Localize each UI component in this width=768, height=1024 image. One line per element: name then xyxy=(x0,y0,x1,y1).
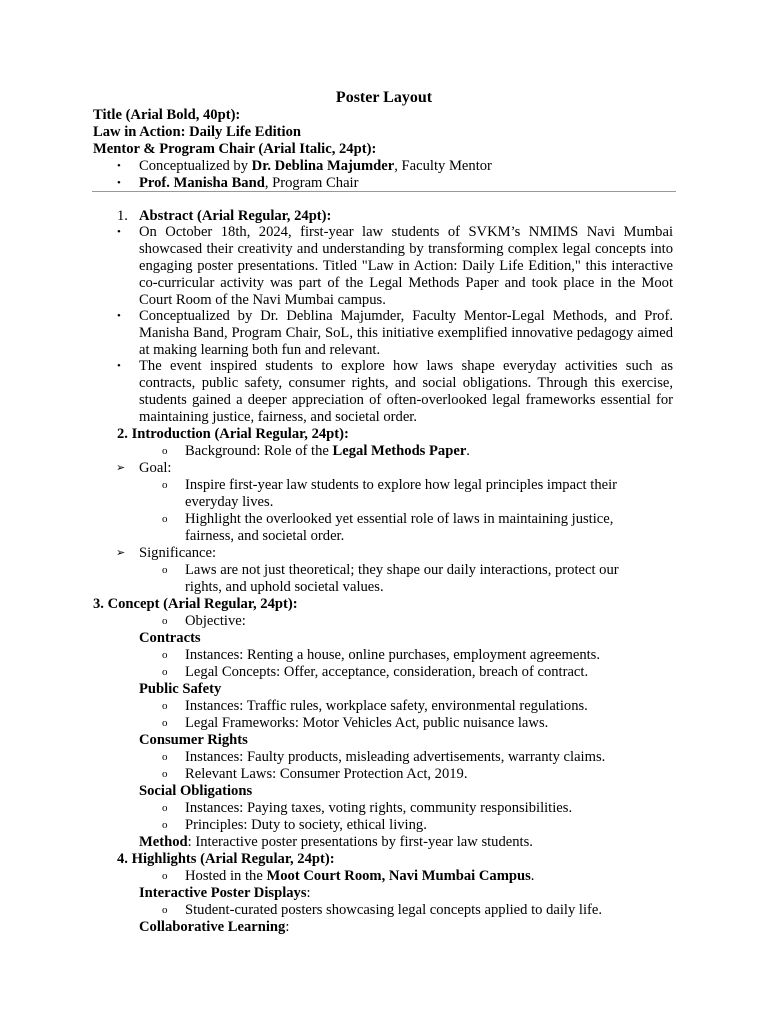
contracts-item-2: Legal Concepts: Offer, acceptance, consideration, breach of contract. xyxy=(185,664,589,680)
circle-marker: o xyxy=(162,904,168,916)
title-spec: Title (Arial Bold, 40pt): xyxy=(93,107,241,123)
goal-item-1: Inspire first-year law students to explore how legal principles impact their xyxy=(185,477,618,493)
public-safety-item-1: Instances: Traffic rules, workplace safety, environmental regulations. xyxy=(185,698,588,714)
significance-item: Laws are not just theoretical; they shape our daily interactions, protect our xyxy=(185,562,619,578)
circle-marker: o xyxy=(162,445,168,457)
bullet-marker: • xyxy=(117,226,121,238)
objective-label: Objective: xyxy=(185,613,246,629)
abstract-paragraph-2: Conceptualized by Dr. Deblina Majumder, Faculty Mentor-Legal Methods, and Prof. Manisha Band, Program Chair, SoL, this initiative exemplified innovative pedagogy aimed at making learning both fun and relevant. xyxy=(139,308,673,358)
poster-title: Law in Action: Daily Life Edition xyxy=(93,124,301,140)
circle-marker: o xyxy=(162,649,168,661)
bullet-marker: • xyxy=(117,360,121,372)
circle-marker: o xyxy=(162,479,168,491)
consumer-rights-item-1: Instances: Faulty products, misleading advertisements, warranty claims. xyxy=(185,749,606,765)
circle-marker: o xyxy=(162,751,168,763)
abstract-paragraph-3: The event inspired students to explore how laws shape everyday activities such as contracts, public safety, consumer rights, and social obligations. Through this exercise, students gained a deeper appreciation of often-overlooked legal frameworks essential for maintaining justice, fairness, and societal order. xyxy=(139,358,673,425)
goal-item-2-cont: fairness, and societal order. xyxy=(185,528,345,544)
significance-item-cont: rights, and uphold societal values. xyxy=(185,579,384,595)
consumer-rights-item-2: Relevant Laws: Consumer Protection Act, 2019. xyxy=(185,766,468,782)
collaborative-learning-heading: Collaborative Learning: xyxy=(139,919,290,935)
hosted-item: Hosted in the Moot Court Room, Navi Mumbai Campus. xyxy=(185,868,535,884)
bullet-marker: • xyxy=(117,160,121,172)
circle-marker: o xyxy=(162,513,168,525)
arrow-marker: ➢ xyxy=(116,547,126,559)
circle-marker: o xyxy=(162,666,168,678)
chair-line: Prof. Manisha Band, Program Chair xyxy=(139,175,359,191)
social-obligations-item-1: Instances: Paying taxes, voting rights, community responsibilities. xyxy=(185,800,573,816)
background-item: Background: Role of the Legal Methods Paper. xyxy=(185,443,470,459)
circle-marker: o xyxy=(162,564,168,576)
page-title: Poster Layout xyxy=(335,89,433,106)
circle-marker: o xyxy=(162,819,168,831)
highlights-heading: 4. Highlights (Arial Regular, 24pt): xyxy=(117,851,335,867)
goal-label: Goal: xyxy=(139,460,172,476)
abstract-number: 1. xyxy=(117,208,128,224)
divider xyxy=(92,191,676,192)
contracts-item-1: Instances: Renting a house, online purchases, employment agreements. xyxy=(185,647,600,663)
circle-marker: o xyxy=(162,700,168,712)
abstract-paragraph-1: On October 18th, 2024, first-year law students of SVKM’s NMIMS Navi Mumbai showcased their creativity and understanding by transforming complex legal concepts into engaging poster presentations. Titled "Law in Action: Daily Life Edition," this interactive co-curricular activity was part of the Legal Methods Paper and took place in the Moot Court Room of the Navi Mumbai campus. xyxy=(139,224,673,308)
bullet-marker: • xyxy=(117,310,121,322)
significance-label: Significance: xyxy=(139,545,216,561)
goal-item-1-cont: everyday lives. xyxy=(185,494,274,510)
consumer-rights-heading: Consumer Rights xyxy=(139,732,248,748)
introduction-heading: 2. Introduction (Arial Regular, 24pt): xyxy=(117,426,349,442)
arrow-marker: ➢ xyxy=(116,462,126,474)
contracts-heading: Contracts xyxy=(139,630,201,646)
method-line: Method: Interactive poster presentations by first-year law students. xyxy=(139,834,533,850)
bullet-marker: • xyxy=(117,177,121,189)
public-safety-heading: Public Safety xyxy=(139,681,222,697)
circle-marker: o xyxy=(162,615,168,627)
mentor-line: Conceptualized by Dr. Deblina Majumder, Faculty Mentor xyxy=(139,158,492,174)
circle-marker: o xyxy=(162,870,168,882)
interactive-displays-item: Student-curated posters showcasing legal concepts applied to daily life. xyxy=(185,902,603,918)
public-safety-item-2: Legal Frameworks: Motor Vehicles Act, public nuisance laws. xyxy=(185,715,549,731)
abstract-heading: Abstract (Arial Regular, 24pt): xyxy=(139,208,332,224)
social-obligations-heading: Social Obligations xyxy=(139,783,253,799)
circle-marker: o xyxy=(162,768,168,780)
concept-heading: 3. Concept (Arial Regular, 24pt): xyxy=(93,596,298,612)
circle-marker: o xyxy=(162,717,168,729)
mentor-spec: Mentor & Program Chair (Arial Italic, 24pt): xyxy=(93,141,377,157)
interactive-displays-heading: Interactive Poster Displays: xyxy=(139,885,311,901)
social-obligations-item-2: Principles: Duty to society, ethical living. xyxy=(185,817,427,833)
goal-item-2: Highlight the overlooked yet essential role of laws in maintaining justice, xyxy=(185,511,614,527)
circle-marker: o xyxy=(162,802,168,814)
